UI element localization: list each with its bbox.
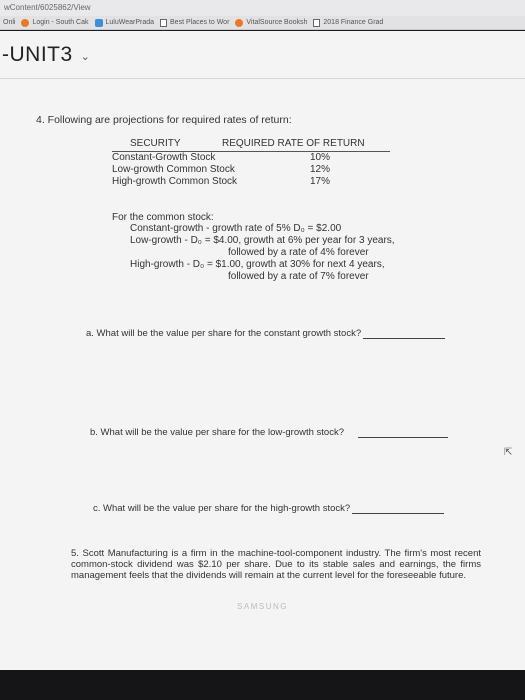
page-title: -UNIT3	[2, 42, 73, 66]
low-growth-line-cont: followed by a rate of 4% forever	[228, 247, 369, 258]
bookmark-label: LuluWearPrada	[105, 19, 155, 26]
monitor-bezel	[0, 670, 525, 700]
high-growth-line: High-growth - D₀ = $1.00, growth at 30% for next 4 years,	[130, 259, 385, 270]
table-row	[112, 176, 331, 187]
required-rate: 17%	[310, 176, 331, 187]
bookmark-label: VitalSource Booksh	[246, 19, 308, 26]
question-4c-text: c. What will be the value per share for the high-growth stock?	[93, 503, 351, 514]
table-header	[112, 138, 390, 152]
required-rate: 12%	[310, 164, 331, 175]
question-4a-text: a. What will be the value per share for the constant growth stock?	[86, 328, 362, 339]
address-bar[interactable]: wContent/6025862/View	[0, 0, 525, 16]
document-icon	[160, 19, 167, 27]
bookmark-item[interactable]	[95, 19, 155, 27]
site-icon	[235, 19, 243, 27]
answer-blank	[352, 504, 444, 514]
question-4b-text: b. What will be the value per share for the low-growth stock?	[90, 427, 344, 438]
bookmark-item[interactable]	[313, 19, 383, 27]
document-icon	[313, 19, 320, 27]
question-4-prompt: 4. Following are projections for required rates of return:	[36, 114, 292, 126]
table-row	[112, 164, 331, 175]
bookmark-label: Best Places to Wor	[170, 19, 230, 26]
column-header-rate: REQUIRED RATE OF RETURN	[222, 138, 365, 149]
bookmark-item[interactable]	[160, 19, 229, 27]
chevron-down-icon[interactable]: ⌄	[80, 51, 90, 63]
bookmark-item[interactable]	[3, 19, 15, 26]
security-name: Low-growth Common Stock	[112, 164, 235, 175]
page-content	[0, 31, 525, 670]
low-growth-line: Low-growth - D₀ = $4.00, growth at 6% per year for 3 years,	[130, 235, 395, 246]
table-row	[112, 152, 331, 163]
bookmark-label: 2018 Finance Grad	[323, 19, 384, 26]
bookmark-item[interactable]	[21, 19, 88, 27]
security-name: Constant-Growth Stock	[112, 152, 216, 163]
bookmark-item[interactable]	[235, 19, 307, 27]
question-4a	[86, 328, 445, 339]
bookmark-label: Onli	[3, 19, 16, 26]
column-header-security: SECURITY	[130, 138, 181, 149]
site-icon	[21, 19, 29, 27]
question-4c	[93, 503, 444, 514]
security-name: High-growth Common Stock	[112, 176, 238, 187]
answer-blank	[363, 329, 445, 339]
cursor-icon: ⇱	[504, 447, 513, 458]
answer-blank	[358, 428, 448, 438]
question-5-text: 5. Scott Manufacturing is a firm in the machine-tool-component industry. The firm's most recent common-stock dividend was $2.10 per share. Due to its stable sales and earnings, the firms management feels that the dividends will remain at the current level for the foreseeable future.	[71, 548, 481, 581]
site-icon	[95, 19, 103, 27]
bookmark-label: Login - South Cak	[32, 19, 89, 26]
monitor-brand: SAMSUNG	[237, 602, 288, 611]
unit-header[interactable]	[0, 31, 525, 79]
question-4b	[90, 427, 448, 438]
required-rate: 10%	[310, 152, 331, 163]
bookmarks-bar	[0, 16, 525, 30]
common-stock-heading: For the common stock:	[112, 212, 214, 223]
high-growth-line-cont: followed by a rate of 7% forever	[228, 271, 369, 282]
constant-growth-line: Constant-growth - growth rate of 5% D₀ = $2.00	[130, 223, 342, 234]
